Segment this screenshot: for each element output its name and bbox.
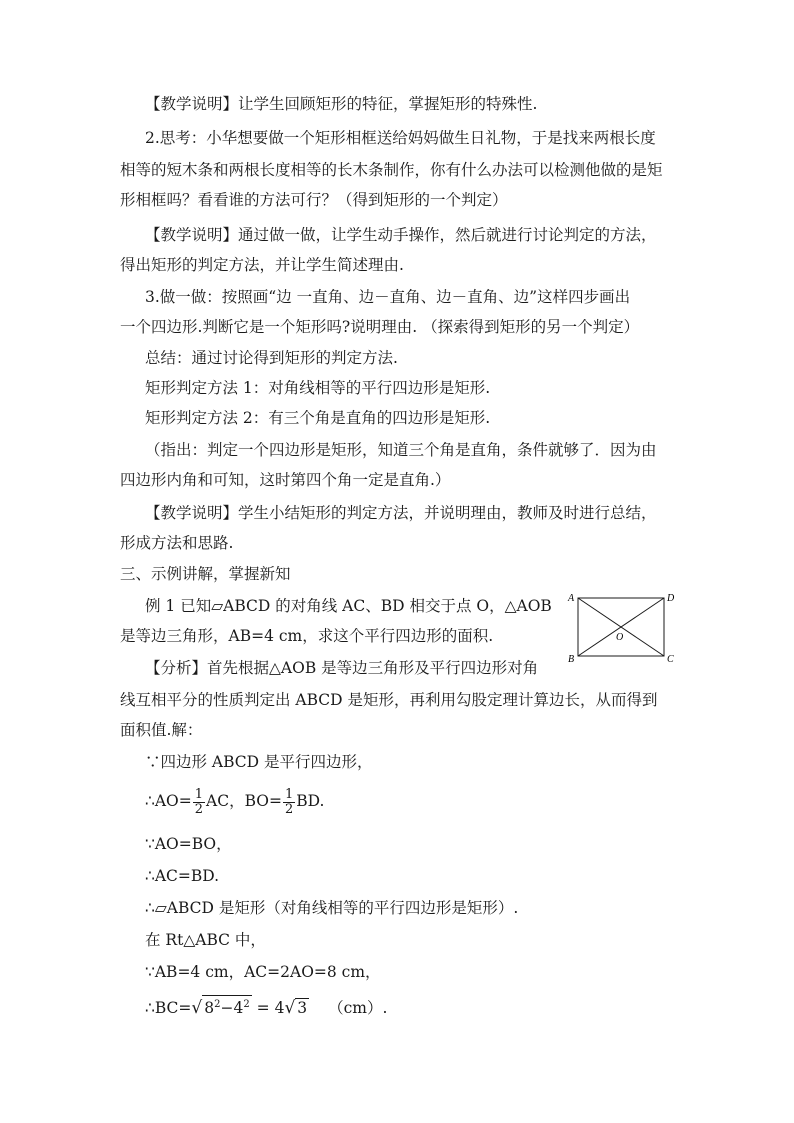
radicand: 3: [297, 999, 308, 1018]
proof-line: ∵AB=4 cm，AC=2AO=8 cm，: [145, 963, 381, 981]
fraction-denominator: 2: [194, 801, 204, 817]
text-line: 2.思考：小华想要做一个矩形相框送给妈妈做生日礼物，于是找来两根长度: [145, 129, 656, 147]
analysis-line: 【分析】首先根据△AOB 是等边三角形及平行四边形对角: [145, 659, 539, 677]
radicand-exponent: 2: [243, 999, 250, 1010]
vertex-label-c: C: [667, 654, 674, 665]
fraction-half: [193, 788, 205, 817]
text-line: 【教学说明】学生小结矩形的判定方法，并说明理由，教师及时进行总结，: [145, 504, 657, 522]
eq-text: ∴AO=: [145, 792, 192, 810]
eq-text: = 4: [256, 999, 285, 1018]
radicand-exponent: 2: [214, 999, 221, 1010]
text-line: 矩形判定方法 2：有三个角是直角的四边形是矩形.: [145, 409, 491, 427]
proof-line: ∴AC=BD.: [145, 867, 220, 885]
sqrt-icon: √: [284, 998, 296, 1019]
text-line: 得出矩形的判定方法，并让学生简述理由.: [120, 256, 404, 274]
radicand-base: 8: [204, 999, 215, 1018]
analysis-line: 线互相平分的性质判定出 ABCD 是矩形，再利用勾股定理计算边长，从而得到: [120, 691, 658, 709]
eq-text: BD.: [296, 792, 325, 810]
eq-text: （cm）.: [328, 999, 388, 1018]
proof-line: ∴▱ABCD 是矩形（对角线相等的平行四边形是矩形）.: [145, 899, 519, 917]
text-line: 【教学说明】让学生回顾矩形的特征，掌握矩形的特殊性.: [145, 95, 538, 113]
proof-equation-bc: [145, 995, 387, 1020]
fraction-half: [283, 788, 295, 817]
analysis-line: 面积值.解：: [120, 721, 203, 739]
proof-line: ∵AO=BO，: [145, 835, 232, 853]
center-label-o: O: [616, 632, 624, 643]
radicand-operator: −: [220, 999, 234, 1018]
vertex-label-a: A: [568, 593, 575, 604]
text-line: 3.做一做：按照画“边 一直角、边－直角、边－直角、边”这样四步画出: [145, 288, 631, 306]
text-line: 一个四边形.判断它是一个矩形吗?说明理由. （探索得到矩形的另一个判定）: [120, 318, 640, 336]
proof-line: 在 Rt△ABC 中，: [145, 931, 266, 949]
text-line: 矩形判定方法 1：对角线相等的平行四边形是矩形.: [145, 379, 491, 397]
section-heading: 三、示例讲解，掌握新知: [120, 565, 291, 583]
text-line: 总结：通过讨论得到矩形的判定方法.: [145, 349, 398, 367]
example-line: 是等边三角形，AB=4 cm，求这个平行四边形的面积.: [120, 627, 494, 645]
text-line: （指出：判定一个四边形是矩形，知道三个角是直角，条件就够了．因为由: [145, 441, 657, 459]
fraction-numerator: 1: [284, 786, 294, 802]
example-line: 例 1 已知▱ABCD 的对角线 AC、BD 相交于点 O，△AOB: [145, 597, 552, 615]
vertex-label-d: D: [667, 593, 675, 604]
sqrt-icon: √: [191, 998, 203, 1019]
text-line: 形相框吗？看看谁的方法可行？（得到矩形的一个判定）: [120, 191, 508, 209]
text-line: 相等的短木条和两根长度相等的长木条制作，你有什么办法可以检测他做的是矩: [120, 161, 663, 179]
vertex-label-b: B: [568, 654, 575, 665]
fraction-denominator: 2: [284, 801, 294, 817]
text-line: 【教学说明】通过做一做，让学生动手操作，然后就进行讨论判定的方法，: [145, 226, 657, 244]
proof-line: ∵四边形 ABCD 是平行四边形，: [145, 753, 373, 771]
radicand: [202, 995, 252, 1017]
rectangle-figure: [566, 588, 686, 668]
proof-equation-halves: [145, 784, 324, 818]
text-line: 四边形内角和可知，这时第四个角一定是直角.）: [120, 471, 451, 489]
fraction-numerator: 1: [194, 786, 204, 802]
radicand-base: 4: [233, 999, 244, 1018]
text-line: 形成方法和思路.: [120, 534, 234, 552]
eq-text: ∴BC=: [145, 999, 192, 1018]
eq-text: AC，BO=: [206, 792, 282, 810]
